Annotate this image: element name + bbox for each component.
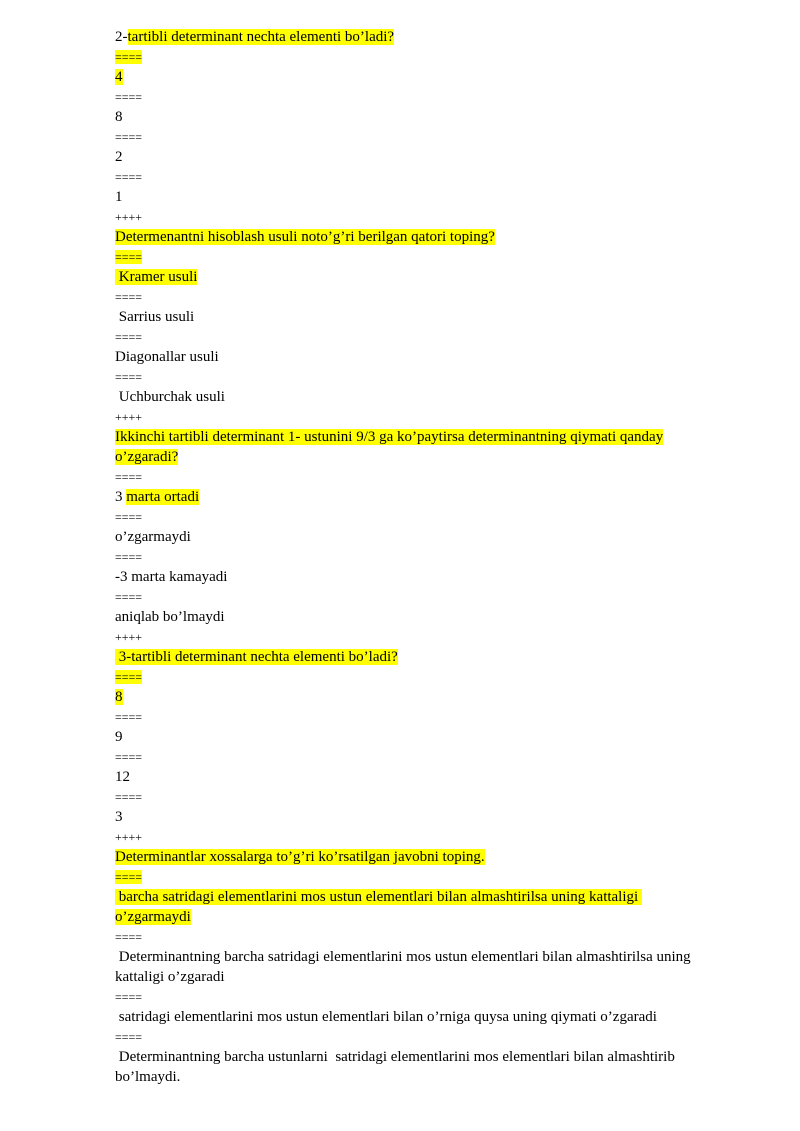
text-segment: 12 [115,769,130,785]
separator-line [115,207,745,227]
text-line [115,567,745,587]
text-segment: Diagonallar usuli [115,349,219,365]
separator-line [115,827,745,847]
text-segment: ==== [115,90,143,104]
text-line [115,847,745,867]
highlighted-text: Ikkinchi tartibli determinant 1- ustunini 9/3 ga ko’paytirsa determinantning qiymati qanday [115,429,664,445]
document-page [115,27,745,1087]
separator-line [115,787,745,807]
separator-line [115,127,745,147]
separator-line [115,1027,745,1047]
text-line [115,107,745,127]
highlighted-text: o’zgarmaydi [115,909,191,925]
separator-line [115,507,745,527]
text-line [115,487,745,507]
text-segment: ==== [115,750,143,764]
highlighted-text: ==== [115,50,143,64]
highlighted-text: ==== [115,670,143,684]
separator-line [115,667,745,687]
text-segment: bo’lmaydi. [115,1069,181,1085]
text-line [115,687,745,707]
text-segment: -3 marta kamayadi [115,569,228,585]
text-line [115,1007,745,1027]
text-line [115,647,745,667]
text-segment: o’zgarmaydi [115,529,191,545]
text-line [115,447,745,467]
text-segment: ==== [115,790,143,804]
separator-line [115,747,745,767]
text-segment: 2- [115,29,128,45]
text-line [115,1067,745,1087]
text-line [115,767,745,787]
text-segment: Uchburchak usuli [115,389,225,405]
separator-line [115,287,745,307]
text-line [115,947,745,967]
text-segment: aniqlab bo’lmaydi [115,609,225,625]
highlighted-text: tartibli determinant nechta elementi bo’ladi? [127,29,395,45]
text-segment: ==== [115,710,143,724]
text-line [115,67,745,87]
text-line [115,607,745,627]
text-line [115,907,745,927]
separator-line [115,587,745,607]
highlighted-text: ==== [115,250,143,264]
text-segment: ==== [115,990,143,1004]
separator-line [115,627,745,647]
text-segment: 9 [115,729,123,745]
highlighted-text: Determenantni hisoblash usuli noto’g’ri berilgan qatori toping? [115,229,495,245]
text-segment: ==== [115,170,143,184]
text-line [115,27,745,47]
text-segment: 2 [115,149,123,165]
separator-line [115,167,745,187]
text-segment: 8 [115,109,123,125]
text-segment: ==== [115,1030,143,1044]
text-segment: ++++ [115,630,143,644]
text-line [115,727,745,747]
separator-line [115,547,745,567]
highlighted-text: ==== [115,870,143,884]
text-segment: ==== [115,470,143,484]
text-segment: Determinantning barcha satridagi elementlarini mos ustun elementlari bilan almashtirilsa uning [115,949,691,965]
text-segment: 3 [115,809,123,825]
highlighted-text: 4 [115,69,123,85]
highlighted-text: Determinantlar xossalarga to’g’ri ko’rsatilgan javobni toping. [115,849,485,865]
text-segment: ==== [115,930,143,944]
text-segment: ==== [115,290,143,304]
text-segment: ==== [115,590,143,604]
text-segment: ==== [115,130,143,144]
text-segment: ==== [115,330,143,344]
separator-line [115,47,745,67]
highlighted-text: Kramer usuli [115,269,198,285]
text-line [115,527,745,547]
separator-line [115,987,745,1007]
text-line [115,807,745,827]
text-line [115,147,745,167]
text-line [115,427,745,447]
highlighted-text: o’zgaradi? [115,449,179,465]
text-segment: Determinantning barcha ustunlarni satridagi elementlarini mos elementlari bilan almashtirib [115,1049,675,1065]
highlighted-text: 8 [115,689,123,705]
text-segment: ==== [115,370,143,384]
highlighted-text: barcha satridagi elementlarini mos ustun elementlari bilan almashtirilsa uning kattaligi [115,889,642,905]
separator-line [115,367,745,387]
separator-line [115,707,745,727]
text-segment: satridagi elementlarini mos ustun elementlari bilan o’rniga quysa uning qiymati o’zgaradi [115,1009,657,1025]
separator-line [115,927,745,947]
text-segment: Sarrius usuli [115,309,195,325]
text-segment: ==== [115,510,143,524]
text-line [115,347,745,367]
text-segment: 3 [115,489,127,505]
text-segment: ++++ [115,210,143,224]
text-segment: ==== [115,550,143,564]
text-segment: kattaligi o’zgaradi [115,969,225,985]
text-segment: ++++ [115,410,143,424]
text-segment: ++++ [115,830,143,844]
text-line [115,267,745,287]
separator-line [115,407,745,427]
highlighted-text: marta ortadi [126,489,200,505]
separator-line [115,87,745,107]
text-line [115,887,745,907]
separator-line [115,867,745,887]
text-line [115,307,745,327]
text-line [115,227,745,247]
text-segment: 1 [115,189,123,205]
separator-line [115,467,745,487]
highlighted-text: 3-tartibli determinant nechta elementi bo’ladi? [115,649,398,665]
separator-line [115,247,745,267]
text-line [115,387,745,407]
text-line [115,187,745,207]
separator-line [115,327,745,347]
text-line [115,1047,745,1067]
text-line [115,967,745,987]
